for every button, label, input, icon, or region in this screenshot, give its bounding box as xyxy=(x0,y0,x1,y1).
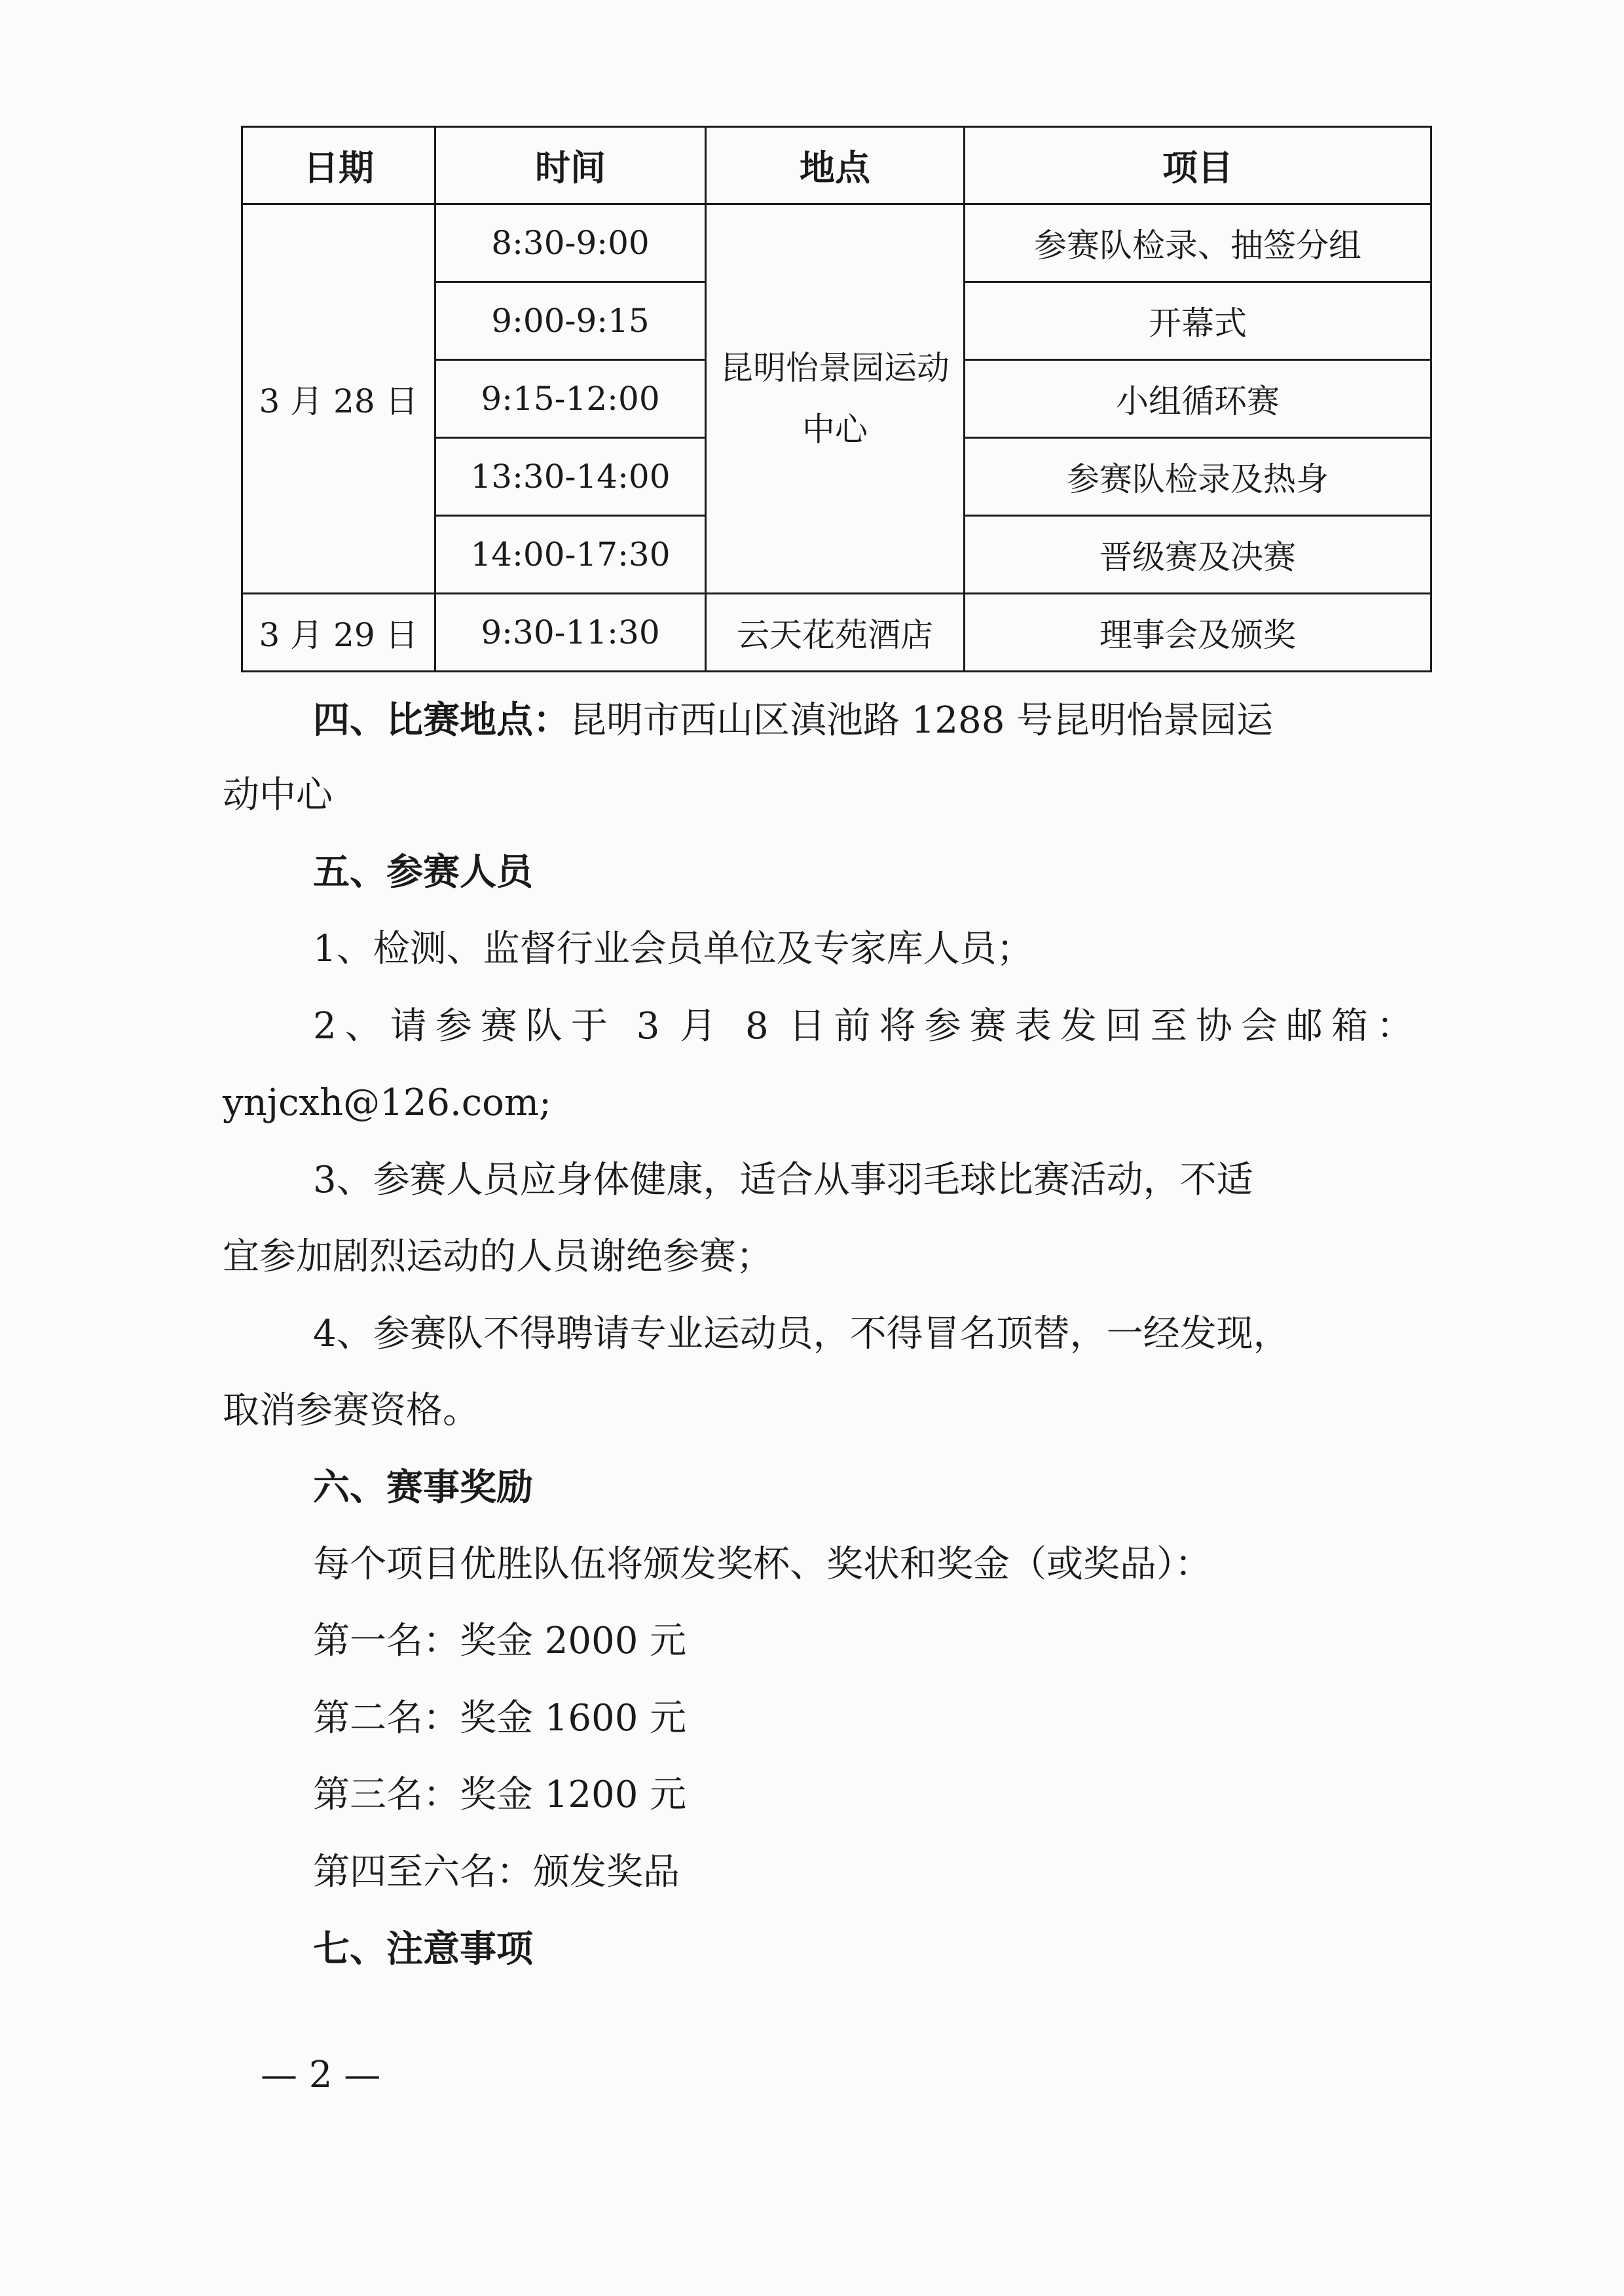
section5-heading: 五、参赛人员 xyxy=(313,850,533,894)
section5-item4-line1: 4、参赛队不得聘请专业运动员，不得冒名顶替，一经发现， xyxy=(313,1313,1290,1355)
place-text: 昆明怡景园运动中心 xyxy=(720,349,950,448)
section5-item2-text: 2、请参赛队于 3 月 8 日前将参赛表发回至协会邮箱： xyxy=(313,1005,1413,1048)
section7-heading: 七、注意事项 xyxy=(313,1927,533,1971)
time-cell: 14:00-17:30 xyxy=(435,516,706,594)
time-cell: 8:30-9:00 xyxy=(435,204,706,282)
table-row xyxy=(242,594,1431,672)
time-cell: 9:30-11:30 xyxy=(435,594,706,672)
section6-intro: 每个项目优胜队伍将颁发奖杯、奖状和奖金（或奖品）： xyxy=(313,1543,1211,1586)
section4-heading: 四、比赛地点： xyxy=(313,699,570,742)
date-cell: 3 月 28 日 xyxy=(242,204,435,594)
section5-item2-line1 xyxy=(313,1004,1413,1049)
header-time: 时间 xyxy=(435,127,706,204)
prize-second: 第二名：奖金 1600 元 xyxy=(313,1697,687,1740)
prize-third: 第三名：奖金 1200 元 xyxy=(313,1774,687,1816)
prize-first: 第一名：奖金 2000 元 xyxy=(313,1620,687,1662)
item-cell: 参赛队检录、抽签分组 xyxy=(965,204,1431,282)
table-row xyxy=(242,204,1431,282)
section6-heading: 六、赛事奖励 xyxy=(313,1466,533,1509)
item-cell: 晋级赛及决赛 xyxy=(965,516,1431,594)
section5-item4-line2: 取消参赛资格。 xyxy=(223,1389,479,1432)
time-cell: 13:30-14:00 xyxy=(435,438,706,516)
schedule-table xyxy=(241,126,1432,672)
section5-item3-line1: 3、参赛人员应身体健康，适合从事羽毛球比赛活动，不适 xyxy=(313,1159,1253,1201)
item-cell: 开幕式 xyxy=(965,282,1431,360)
date-cell: 3 月 29 日 xyxy=(242,594,435,672)
section4-text: 昆明市西山区滇池路 1288 号昆明怡景园运 xyxy=(570,699,1274,742)
section4-line1 xyxy=(313,697,1273,744)
section4-line2: 动中心 xyxy=(223,774,333,816)
time-cell: 9:00-9:15 xyxy=(435,282,706,360)
item-cell: 理事会及颁奖 xyxy=(965,594,1431,672)
section5-item1: 1、检测、监督行业会员单位及专家库人员； xyxy=(313,928,1033,970)
page-number: — 2 — xyxy=(261,2054,381,2096)
place-cell: 云天花苑酒店 xyxy=(706,594,965,672)
header-date: 日期 xyxy=(242,127,435,204)
table-header-row xyxy=(242,127,1431,204)
prize-fourth-to-sixth: 第四至六名：颁发奖品 xyxy=(313,1851,680,1893)
item-cell: 小组循环赛 xyxy=(965,360,1431,438)
header-place: 地点 xyxy=(706,127,965,204)
place-cell xyxy=(706,204,965,594)
item-cell: 参赛队检录及热身 xyxy=(965,438,1431,516)
section5-item3-line2: 宜参加剧烈运动的人员谢绝参赛； xyxy=(223,1235,773,1278)
section5-item2-line2: ynjcxh@126.com; xyxy=(223,1082,551,1124)
header-item: 项目 xyxy=(965,127,1431,204)
time-cell: 9:15-12:00 xyxy=(435,360,706,438)
